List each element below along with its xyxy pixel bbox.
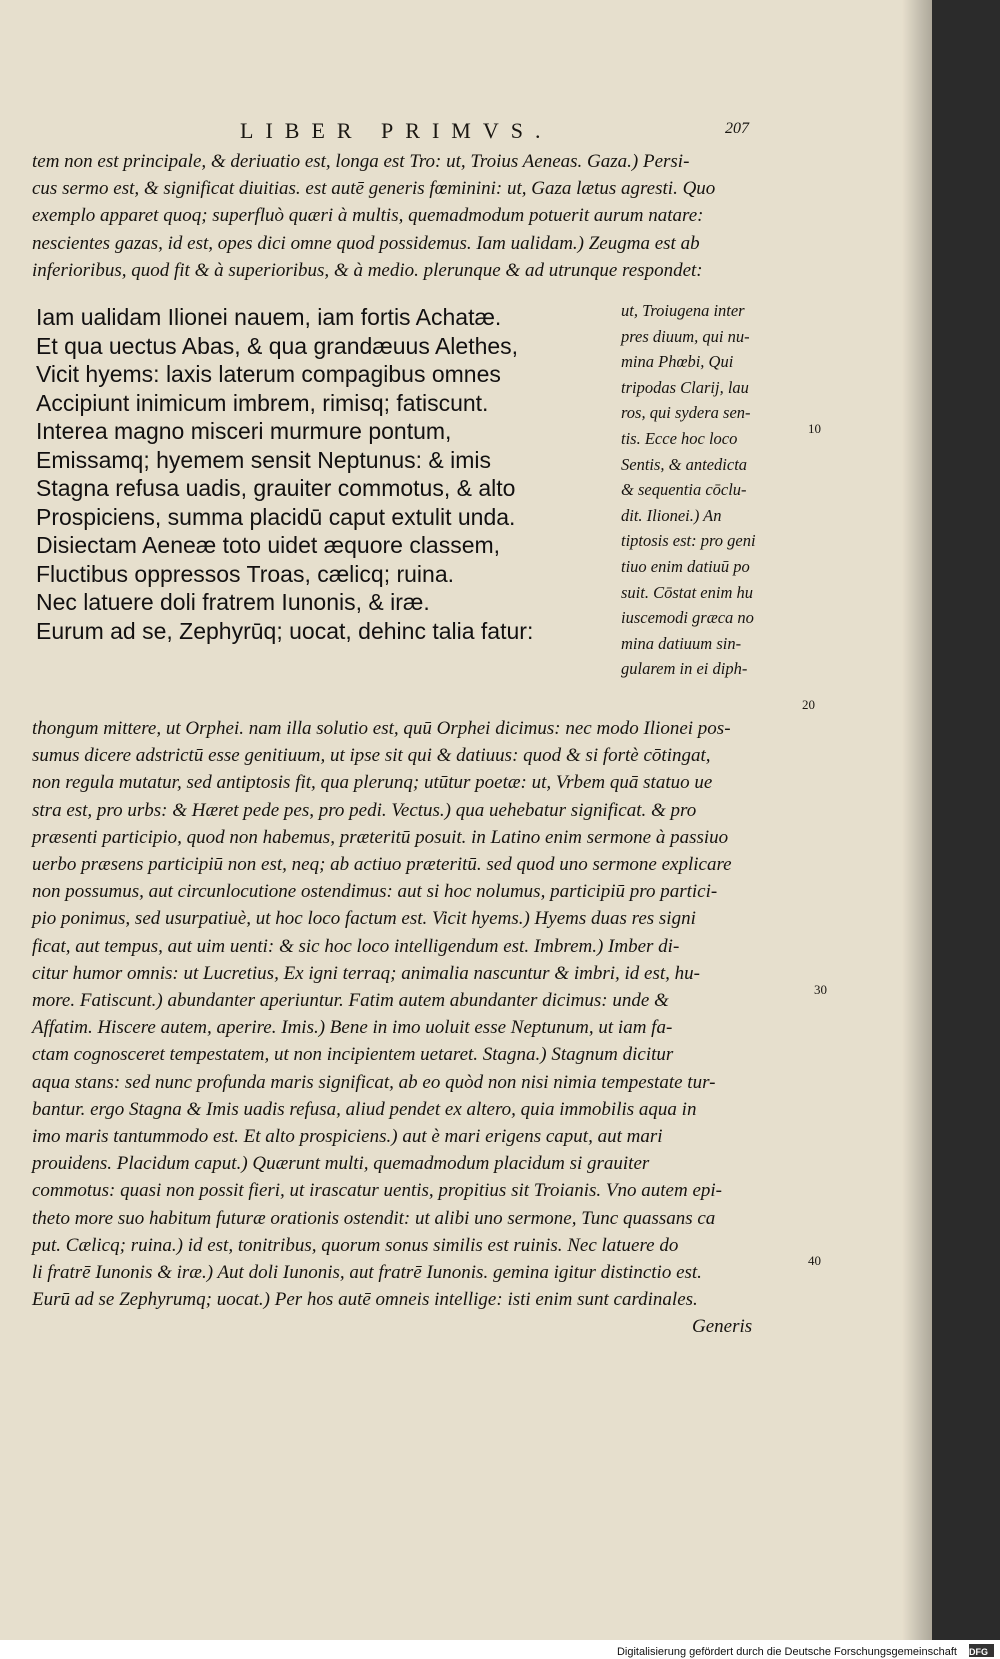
commentary-line: pio ponimus, sed usurpatiuè, ut hoc loco factum est. Vicit hyems.) Hyems duas res signi	[32, 908, 696, 930]
side-line: mina Phœbi, Qui	[621, 352, 734, 372]
commentary-top	[32, 148, 812, 284]
commentary-line: more. Fatiscunt.) abundanter aperiuntur. Fatim autem abundanter dicimus: unde &	[32, 990, 669, 1012]
side-line: tiptosis est: pro geni	[621, 531, 756, 551]
commentary-line: non regula mutatur, sed antiptosis fit, qua plerunq; utūtur poetæ: ut, Vrbem quā statuo ue	[32, 772, 713, 794]
side-commentary	[621, 298, 806, 682]
commentary-line: Eurū ad se Zephyrumq; uocat.) Per hos autē omneis intellige: isti enim sunt cardinales.	[32, 1289, 698, 1311]
page-number: 207	[725, 120, 749, 137]
dfg-logo: DFG	[969, 1644, 994, 1657]
verse-line: Et qua uectus Abas, & qua grandæuus Alethes,	[36, 332, 519, 359]
commentary-line: præsenti participio, quod non habemus, præteritū posuit. in Latino enim sermone à passiuo	[32, 826, 729, 848]
verse-line: Fluctibus oppressos Troas, cælicq; ruina.	[36, 560, 455, 587]
side-line: Sentis, & antedicta	[621, 454, 748, 474]
verse-line: Disiectam Aeneæ toto uidet æquore classem,	[36, 532, 501, 558]
footer-credit-text: Digitalisierung gefördert durch die Deutsche Forschungsgemeinschaft	[616, 1646, 957, 1658]
commentary-line: li fratrē Iunonis & iræ.) Aut doli Iunonis, aut fratrē Iunonis. gemina igitur distinctio est.	[32, 1262, 702, 1284]
commentary-line: exemplo apparet quoq; superfluò quæri à multis, quemadmodum potuerit aurum natare:	[32, 205, 704, 227]
line-number: 10	[808, 421, 821, 436]
verse-line: Iam ualidam Ilionei nauem, iam fortis Achatæ.	[36, 304, 502, 330]
verse-line: Vicit hyems: laxis laterum compagibus omnes	[36, 361, 501, 387]
commentary-line: aqua stans: sed nunc profunda maris significat, ab eo quòd non nisi nimia tempestate tur-	[32, 1071, 716, 1093]
commentary-line: inferioribus, quod fit & à superioribus, & à medio. plerunque & ad utrunque respondet:	[32, 259, 703, 281]
side-line: & sequentia cōclu-	[621, 480, 747, 500]
verse-line: Stagna refusa uadis, grauiter commotus, & alto	[36, 475, 516, 501]
commentary-line: Affatim. Hiscere autem, aperire. Imis.) Bene in imo uoluit esse Neptunum, ut iam fa-	[32, 1017, 673, 1039]
commentary-line: put. Cælicq; ruina.) id est, tonitribus, quorum sonus similis est ruinis. Nec latuere do	[32, 1234, 679, 1256]
commentary-line: prouidens. Placidum caput.) Quærunt multi, quemadmodum placidum si grauiter	[32, 1153, 650, 1175]
commentary-line: ctam cognosceret tempestatem, ut non incipientem uetaret. Stagna.) Stagnum dicitur	[32, 1044, 674, 1066]
verse-line: Nec latuere doli fratrem Iunonis, & iræ.	[36, 589, 430, 615]
side-line: pres diuum, qui nu-	[621, 326, 750, 346]
commentary-line: stra est, pro urbs: & Hæret pede pes, pro pedi. Vectus.) qua uehebatur significat. & pro	[32, 799, 697, 821]
verse-line: Accipiunt inimicum imbrem, rimisq; fatiscunt.	[36, 389, 489, 416]
commentary-line: nescientes gazas, id est, opes dici omne quod possidemus. Iam ualidam.) Zeugma est ab	[32, 232, 700, 254]
side-line: iuscemodi græca no	[621, 608, 754, 628]
side-line: dit. Ilionei.) An	[621, 505, 722, 525]
verse-line: Eurum ad se, Zephyrūq; uocat, dehinc talia fatur:	[36, 617, 534, 644]
commentary-line: theto more suo habitum futuræ orationis ostendit: ut alibi uno sermone, Tunc quassans ca	[32, 1207, 716, 1229]
commentary-line: tem non est principale, & deriuatio est, longa est Tro: ut, Troius Aeneas. Gaza.) Persi-	[32, 151, 690, 172]
commentary-line: non possumus, aut circunlocutione ostendimus: aut si hoc nolumus, participiū pro partici-	[32, 881, 718, 903]
side-line: ut, Troiugena inter	[621, 301, 745, 320]
commentary-line: cus sermo est, & significat diuitias. est autē generis fœminini: ut, Gaza lætus agresti. Quo	[32, 178, 716, 200]
commentary-bottom	[32, 715, 812, 1341]
page-spine-shadow	[902, 0, 932, 1640]
side-line: tis. Ecce hoc loco	[621, 428, 738, 448]
commentary-line: bantur. ergo Stagna & Imis uadis refusa, aliud pendet ex altero, quia immobilis aqua in	[32, 1098, 697, 1120]
verse-line: Emissamq; hyemem sensit Neptunus: & imis	[36, 446, 492, 473]
side-line: tiuo enim datiuū po	[621, 556, 750, 576]
commentary-line: thongum mittere, ut Orphei. nam illa solutio est, quū Orphei dicimus: nec modo Ilionei pos-	[32, 718, 731, 739]
commentary-line: uerbo præsens participiū non est, neq; ab actiuo præteritū. sed quod uno sermone explicare	[32, 854, 732, 876]
digitization-footer	[0, 1640, 1000, 1659]
line-number: 40	[808, 1253, 821, 1268]
verse-line: Interea magno misceri murmure pontum,	[36, 418, 452, 444]
side-line: ros, qui sydera sen-	[621, 403, 751, 423]
poem-block	[36, 303, 596, 645]
side-line: gularem in ei diph-	[621, 659, 748, 679]
catchword: Generis	[692, 1316, 753, 1338]
line-number: 30	[814, 982, 827, 997]
commentary-line: ficat, aut tempus, aut uim uenti: & sic hoc loco intelligendum est. Imbrem.) Imber di-	[32, 935, 680, 957]
line-number: 20	[802, 697, 815, 712]
verse-line: Prospiciens, summa placidū caput extulit unda.	[36, 503, 516, 530]
commentary-line: commotus: quasi non possit fieri, ut irascatur uentis, propitius sit Troianis. Vno autem epi-	[32, 1180, 723, 1202]
running-title: LIBER PRIMVS.	[240, 118, 553, 143]
footer-credit	[617, 1640, 1000, 1658]
commentary-line: citur humor omnis: ut Lucretius, Ex igni terraq; animalia nascuntur & imbri, id est, hu-	[32, 962, 700, 984]
side-line: tripodas Clarij, lau	[621, 377, 749, 397]
side-line: mina datiuum sin-	[621, 633, 742, 653]
side-line: suit. Cōstat enim hu	[621, 582, 754, 602]
commentary-line: imo maris tantummodo est. Et alto prospiciens.) aut è mari erigens caput, aut mari	[32, 1126, 663, 1148]
page-header	[0, 118, 932, 146]
commentary-line: sumus dicere adstrictū esse genitiuum, ut ipse sit qui & datiuus: quod & si fortè cōtingat,	[32, 745, 711, 767]
